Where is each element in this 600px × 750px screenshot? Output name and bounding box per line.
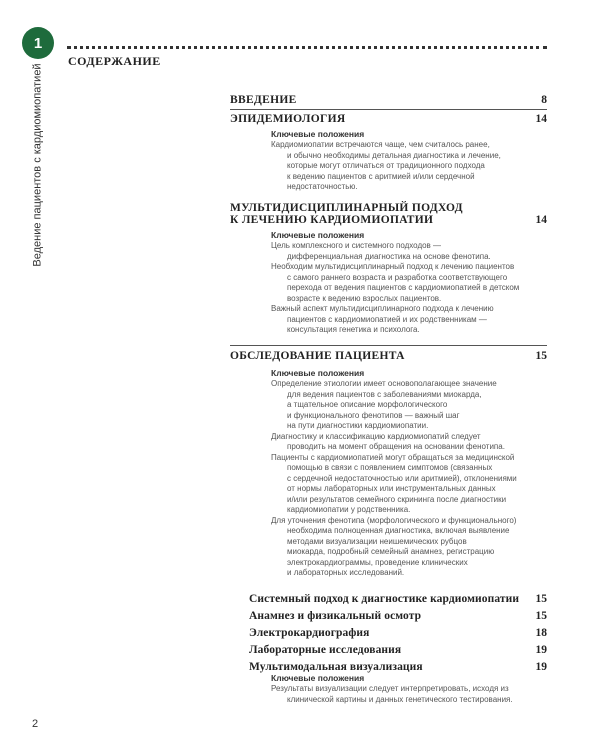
key-points-title: Ключевые положения xyxy=(271,129,365,139)
key-points-line: на пути диагностики кардиомиопатии. xyxy=(287,421,429,430)
key-points-line: необходима полноценная диагностика, включая выявление xyxy=(287,526,510,535)
key-points-line: Необходим мультидисциплинарный подход к лечению пациентов xyxy=(271,262,515,271)
key-points-line: которые могут отличаться от традиционного подхода xyxy=(287,161,485,170)
key-points-line: дифференциальная диагностика на основе фенотипа. xyxy=(287,251,491,261)
toc-entry-page: 14 xyxy=(535,214,547,226)
key-points-line: консультация генетика и психолога. xyxy=(287,325,420,334)
key-points-line: возрасте к ведению взрослых пациентов. xyxy=(287,293,442,303)
key-points-line: Результаты визуализации следует интерпретировать, исходя из xyxy=(271,684,509,693)
key-points-line: методами визуализации неишемических рубцов xyxy=(287,536,467,546)
key-points-line: миокарда, подробный семейный анамнез, регистрацию xyxy=(287,547,495,556)
key-points-line: недостаточностью. xyxy=(287,182,358,191)
key-points-line: перехода от ведения пациентов с кардиомиопатией в детском xyxy=(287,283,520,292)
key-points-multidisciplinary xyxy=(271,230,541,336)
toc-entry-title: ЭПИДЕМИОЛОГИЯ xyxy=(230,113,346,125)
toc-entry-page: 14 xyxy=(535,113,547,125)
toc-entry-systemic-approach[interactable] xyxy=(249,593,547,605)
key-points-line: Определение этиологии имеет основополагающее значение xyxy=(271,379,497,388)
toc-entry-patient-examination[interactable] xyxy=(230,350,547,362)
key-points-line: для ведения пациентов с заболеваниями миокарда, xyxy=(287,389,482,399)
chapter-number-badge: 1 xyxy=(22,27,54,59)
toc-entry-imaging[interactable] xyxy=(249,661,547,673)
toc-entry-epidemiology[interactable] xyxy=(230,113,547,125)
toc-entry-page: 15 xyxy=(535,350,547,362)
toc-entry-title: Системный подход к диагностике кардиомиопатии xyxy=(249,593,520,605)
toc-entry-anamnesis[interactable] xyxy=(249,610,547,622)
key-points-line: с самого раннего возраста и разработка соответствующего xyxy=(287,272,508,282)
key-points-title: Ключевые положения xyxy=(271,368,365,378)
toc-entry-page: 15 xyxy=(535,593,547,605)
key-points-line: пациентов с кардиомиопатией и их родственникам — xyxy=(287,314,487,324)
chapter-side-title-text: Ведение пациентов с кардиомиопатией xyxy=(32,63,45,267)
toc-heading: СОДЕРЖАНИЕ xyxy=(68,54,161,68)
toc-entry-page: 19 xyxy=(535,644,547,656)
key-points-line: электрокардиограммы, проведение клинических xyxy=(287,557,468,567)
toc-entry-introduction[interactable] xyxy=(230,94,547,106)
key-points-line: помощью в связи с появлением симптомов (связанных xyxy=(287,463,493,472)
key-points-title: Ключевые положения xyxy=(271,230,365,240)
key-points-line: к ведению пациентов с аритмией и/или сердечной xyxy=(287,171,475,181)
key-points-line: кардиомиопатии у родственника. xyxy=(287,505,411,514)
key-points-line: Диагностику и классификацию кардиомиопатий следует xyxy=(271,431,481,441)
key-points-line: и/или результатов семейного скрининга после диагностики xyxy=(287,494,507,504)
toc-entry-page: 18 xyxy=(535,627,547,639)
key-points-line: и лабораторных исследований. xyxy=(287,568,405,577)
toc-entry-page: 15 xyxy=(535,610,547,622)
toc-entry-title: ВВЕДЕНИЕ xyxy=(230,94,297,106)
key-points-imaging xyxy=(271,673,541,705)
key-points-title: Ключевые положения xyxy=(271,673,365,683)
key-points-epidemiology xyxy=(271,129,541,193)
key-points-line: Кардиомиопатии встречаются чаще, чем считалось ранее, xyxy=(271,140,490,149)
toc-entry-title: Анамнез и физикальный осмотр xyxy=(249,610,422,622)
toc-entry-title-line: К ЛЕЧЕНИЮ КАРДИОМИОПАТИИ xyxy=(230,214,434,226)
key-points-line: и обычно необходимы детальная диагностика и лечение, xyxy=(287,150,501,160)
key-points-line: от нормы лабораторных или инструментальных данных xyxy=(287,484,496,493)
toc-entry-page: 8 xyxy=(541,94,547,106)
toc-entry-ecg[interactable] xyxy=(249,627,547,639)
toc-entry-multidisciplinary[interactable] xyxy=(230,202,547,226)
toc-entry-title: Лабораторные исследования xyxy=(249,644,402,656)
key-points-line: и функционального фенотипов — важный шаг xyxy=(287,410,460,420)
toc-entry-laboratory[interactable] xyxy=(249,644,547,656)
toc-entry-page: 19 xyxy=(535,661,547,673)
key-points-line: Важный аспект мультидисциплинарного подхода к лечению xyxy=(271,304,494,313)
key-points-line: с сердечной недостаточностью или аритмией), отклонениями xyxy=(287,473,517,483)
key-points-line: Для уточнения фенотипа (морфологического и функционального) xyxy=(271,515,517,525)
key-points-line: Пациенты с кардиомиопатией могут обращаться за медицинской xyxy=(271,452,515,462)
key-points-examination xyxy=(271,368,541,579)
toc-entry-title: Электрокардиография xyxy=(249,627,370,639)
toc-entry-title: Мультимодальная визуализация xyxy=(249,661,423,673)
header-dotted-rule xyxy=(67,46,547,49)
chapter-side-title xyxy=(31,63,45,267)
key-points-line: клинической картины и данных генетического тестирования. xyxy=(287,694,513,704)
toc-divider xyxy=(230,109,547,110)
toc-divider xyxy=(230,345,547,346)
toc-entry-title-block xyxy=(230,202,463,226)
page-number: 2 xyxy=(32,718,39,730)
key-points-line: проводить на момент обращения на основании фенотипа. xyxy=(287,442,505,451)
toc-entry-title-line: МУЛЬТИДИСЦИПЛИНАРНЫЙ ПОДХОД xyxy=(230,202,463,214)
key-points-line: Цель комплексного и системного подходов — xyxy=(271,241,442,250)
toc-entry-title: ОБСЛЕДОВАНИЕ ПАЦИЕНТА xyxy=(230,350,405,362)
key-points-line: а тщательное описание морфологического xyxy=(287,400,448,409)
